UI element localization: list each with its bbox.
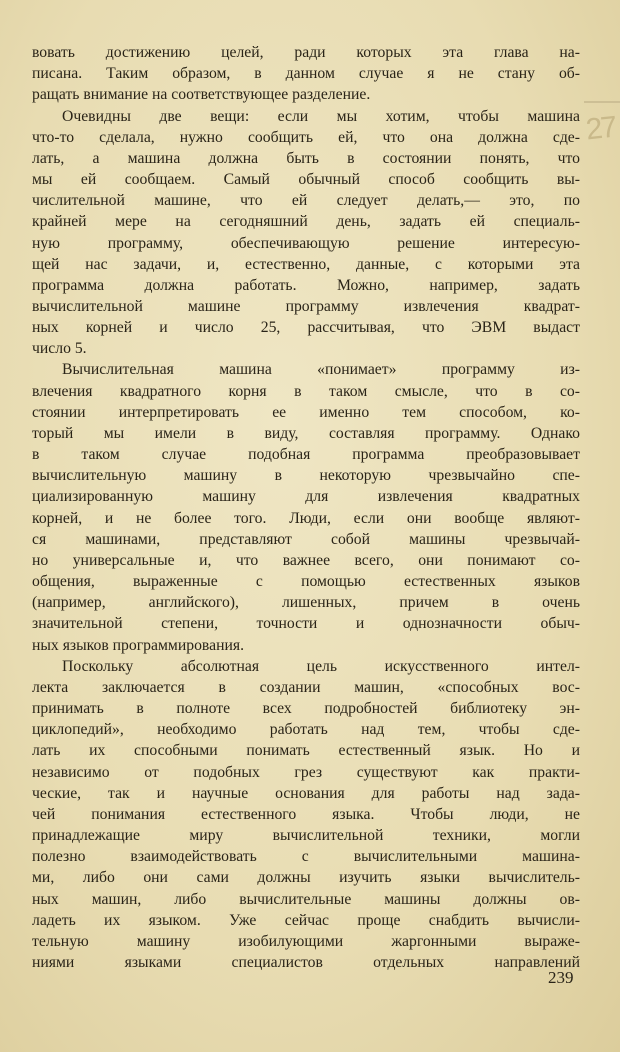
text-line: крайней мере на сегодняшний день, задать ей специаль- xyxy=(32,213,580,231)
text-line: влечения квадратного корня в таком смысле, что в со- xyxy=(32,382,580,400)
text-line: числительной машине, что ей следует делать,— это, по xyxy=(32,192,580,210)
text-line: общения, выраженные с помощью естественных языков xyxy=(32,573,580,591)
text-line: программа должна работать. Можно, например, задать xyxy=(32,276,580,294)
text-line: ми, либо они сами должны изучить языки вычислитель- xyxy=(32,869,580,887)
text-line: Вычислительная машина «понимает» программу из- xyxy=(62,361,580,379)
text-line: циклопедий», необходимо работать над тем, чтобы сде- xyxy=(32,721,580,739)
text-line: независимо от подобных грез существуют как практи- xyxy=(32,763,580,781)
text-line: принимать в полноте всех подробностей библиотеку эн- xyxy=(32,700,580,717)
text-line: значительной степени, точности и однозначности обыч- xyxy=(32,615,580,633)
text-line: торый мы имели в виду, составляя программу. Однако xyxy=(32,424,580,442)
text-line: ных языков программирования. xyxy=(32,636,245,654)
text-line: мы ей сообщаем. Самый обычный способ сообщить вы- xyxy=(32,171,580,188)
text-line: вовать достижению целей, ради которых эта глава на- xyxy=(32,44,580,61)
text-line: ладеть их языком. Уже сейчас проще снабдить вычисли- xyxy=(32,911,580,929)
text-line: тельную машину изобилующими жаргонными выраже- xyxy=(32,932,580,950)
text-line: полезно взаимодействовать с вычислительными машина- xyxy=(32,848,580,866)
text-line: Поскольку абсолютная цель искусственного интел- xyxy=(62,657,580,675)
page-number: 239 xyxy=(548,968,574,987)
text-line: ных корней и число 25, рассчитывая, что ЭВМ выдаст xyxy=(32,319,580,337)
margin-note: 27 xyxy=(584,110,617,147)
text-line: ных машин, либо вычислительные машины должны ов- xyxy=(32,890,580,908)
text-line: что-то сделала, нужно сообщить ей, что она должна сде- xyxy=(32,128,580,146)
margin-pencil-rule xyxy=(584,101,620,103)
text-line: лать их способными понимать естественный язык. Но и xyxy=(32,742,580,760)
text-line: корней, и не более того. Люди, если они вообще являют- xyxy=(32,509,580,527)
text-line: но универсальные и, что важнее всего, они понимают со- xyxy=(32,551,580,569)
text-line: ращать внимание на соответствующее разделение. xyxy=(32,86,371,104)
text-line: лекта заключается в создании машин, «способных вос- xyxy=(32,678,580,696)
text-line: циализированную машину для извлечения квадратных xyxy=(32,488,580,506)
text-line: ческие, так и научные основания для работы над зада- xyxy=(32,784,580,802)
text-line: Очевидны две вещи: если мы хотим, чтобы машина xyxy=(62,107,580,125)
text-line: ниями языками специалистов отдельных направлений xyxy=(32,954,580,971)
text-line: принадлежащие миру вычислительной техники, могли xyxy=(32,827,580,844)
text-line: в таком случае подобная программа преобразовывает xyxy=(32,446,580,464)
text-line: лать, а машина должна быть в состоянии понять, что xyxy=(32,149,580,167)
text-line: (например, английского), лишенных, причем в очень xyxy=(32,594,580,612)
text-line: вычислительную машину в некоторую чрезвычайно спе- xyxy=(32,467,580,485)
text-line: стоянии интерпретировать ее именно тем способом, ко- xyxy=(32,403,580,421)
text-line: вычислительной машине программу извлечения квадрат- xyxy=(32,298,580,315)
text-line: писана. Таким образом, в данном случае я не стану об- xyxy=(32,65,580,83)
text-line: чей понимания естественного языка. Чтобы люди, не xyxy=(32,805,580,823)
text-line: ся машинами, представляют собой машины чрезвычай- xyxy=(32,530,580,548)
text-line: ную программу, обеспечивающую решение интересую- xyxy=(32,234,580,252)
text-line: число 5. xyxy=(32,340,87,358)
text-line: щей нас задачи, и, естественно, данные, с которыми эта xyxy=(32,255,580,273)
